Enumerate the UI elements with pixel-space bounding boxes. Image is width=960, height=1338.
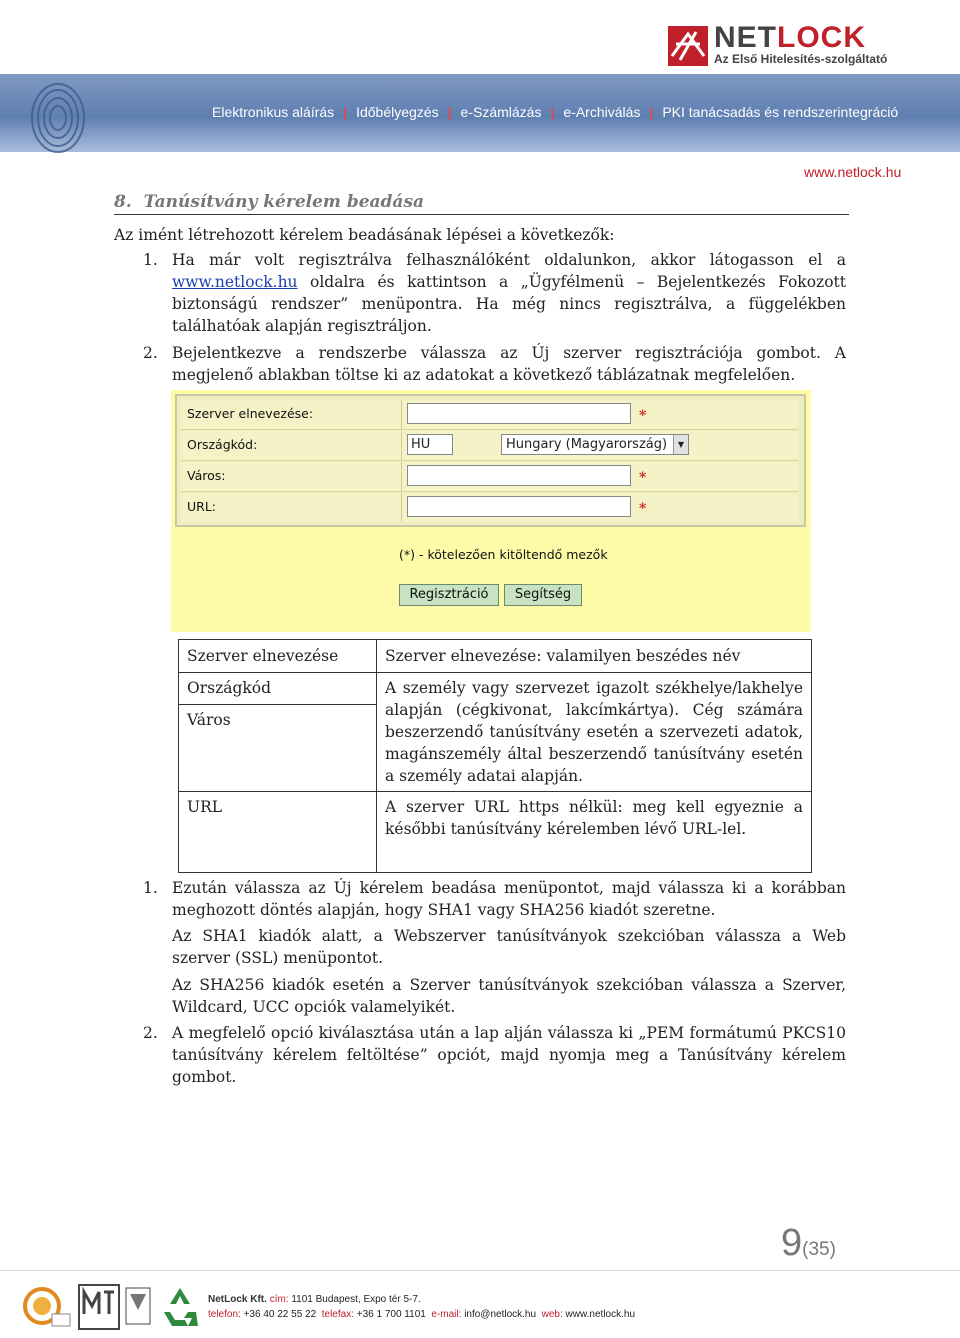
step-b2-text: A megfelelő opció kiválasztása után a lap alján válassza ki „PEM formátumú PKCS10 tanúsítvány kérelem feltöltése” opciót, majd nyomja meg a Tanúsítvány kérelem gombot.: [172, 1024, 846, 1086]
country-code-input[interactable]: HU: [407, 434, 453, 455]
step-number: 2.: [143, 344, 158, 362]
nav-item-e-invoice[interactable]: e-Számlázás: [460, 104, 542, 120]
sgs-certification-logo: [22, 1284, 72, 1330]
netlock-logo: [668, 22, 913, 70]
nav-item-pki[interactable]: PKI tanácsadás és rendszerintegráció: [662, 104, 899, 120]
section-title: 8. Tanúsítvány kérelem beadása: [114, 192, 849, 215]
form-row-server-name: [181, 400, 798, 430]
table-desc-url: A szerver URL https nélkül: meg kell egyeznie a későbbi tanúsítvány kérelemben lévő URL-lel.: [385, 798, 803, 838]
top-nav: Elektronikus aláírás | Időbélyegzés | e-Számlázás | e-Archiválás | PKI tanácsadás és rendszerintegráció: [212, 104, 899, 120]
url-label: URL:: [187, 499, 217, 514]
step-number: 1.: [143, 879, 158, 897]
step-1-text: Ha már volt regisztrálva felhasználóként oldalunkon, akkor látogasson el a www.netlock.hu oldalra és kattintson a „Ügyfélmenü – Bejelentkezés Fokozott biztonságú rendszer” menüpontra. Ha még nincs regisztrálva, a függelékben találhatóak alapján regisztráljon.: [172, 251, 846, 335]
server-name-input[interactable]: [407, 403, 631, 424]
required-marker: *: [639, 501, 647, 517]
brand-name: NETLOCK: [714, 21, 866, 54]
help-button[interactable]: Segítség: [504, 584, 582, 606]
city-input[interactable]: [407, 465, 631, 486]
step-number: 1.: [143, 251, 158, 269]
table-desc-location: A személy vagy szervezet igazolt székhelye/lakhelye alapján (cégkivonat, lakcímkártya). Cég számára beszerzendő tanúsítvány esetén a szervezeti adatok, magánszemély által beszerzendő tanúsítvány esetén a személy adatai alapján.: [385, 679, 803, 785]
netlock-link[interactable]: www.netlock.hu: [172, 273, 298, 291]
field-description-table: [178, 639, 812, 873]
table-label-city: Város: [187, 711, 231, 729]
step-b1-sha256-note: Az SHA256 kiadók esetén a Szerver tanúsítványok szekcióban válassza a Szerver, Wildcard, UCC opciók valamelyikét.: [172, 976, 846, 1016]
country-select[interactable]: Hungary (Magyarország) ▼: [501, 434, 689, 455]
footer-web[interactable]: www.netlock.hu: [565, 1309, 636, 1320]
city-label: Város:: [187, 468, 226, 483]
country-code-label: Országkód:: [187, 437, 258, 452]
server-name-label: Szerver elnevezése:: [187, 406, 314, 421]
footer-line-2: telefon: +36 40 22 55 22 telefax: +36 1 700 1101 e-mail: info@netlock.hu web: www.netlock.hu: [208, 1309, 636, 1320]
footer-line-1: NetLock Kft. cím: 1101 Budapest, Expo tér 5-7.: [208, 1294, 421, 1305]
step-b1-sha1-note: Az SHA1 kiadók alatt, a Webszerver tanúsítványok szekcióban válassza a Web szerver (SSL) menüpontot.: [172, 927, 846, 967]
nav-item-e-archive[interactable]: e-Archiválás: [563, 104, 641, 120]
table-label-country-code: Országkód: [187, 679, 272, 697]
header-banner: [0, 74, 960, 152]
form-row-url: [181, 493, 798, 522]
url-input[interactable]: [407, 496, 631, 517]
intro-text: Az imént létrehozott kérelem beadásának lépései a következők:: [114, 226, 615, 244]
table-label-url: URL: [187, 798, 223, 816]
table-desc-server-name: Szerver elnevezése: valamilyen beszédes név: [385, 647, 741, 665]
nav-item-e-signature[interactable]: Elektronikus aláírás: [212, 104, 335, 120]
required-marker: *: [639, 408, 647, 424]
form-row-city: [181, 462, 798, 492]
form-row-country: [181, 431, 798, 461]
step-2-text: Bejelentkezve a rendszerbe válassza az Új szerver regisztrációja gombot. A megjelenő ablakban töltse ki az adatokat a következő táblázatnak megfelelően.: [172, 344, 846, 384]
form-table: [175, 394, 806, 527]
footer-email[interactable]: info@netlock.hu: [464, 1309, 537, 1320]
registration-form: [171, 390, 811, 632]
register-button[interactable]: Regisztráció: [399, 584, 499, 606]
netlock-logo-icon: [668, 26, 708, 66]
chevron-down-icon[interactable]: ▼: [673, 435, 688, 454]
table-label-server-name: Szerver elnevezése: [187, 647, 339, 665]
page-number: 9(35): [781, 1222, 836, 1264]
required-note: (*) - kötelezően kitöltendő mezők: [399, 547, 608, 562]
step-b1-text: Ezután válassza az Új kérelem beadása menüpontot, majd válassza ki a korábban meghozott döntés alapján, hogy SHA1 vagy SHA256 kiadót szeretne.: [172, 879, 846, 919]
brand-tagline: Az Első Hitelesítés-szolgáltató: [714, 52, 888, 66]
required-marker: *: [639, 470, 647, 486]
step-number: 2.: [143, 1024, 158, 1042]
site-url[interactable]: www.netlock.hu: [804, 164, 902, 180]
nav-item-timestamp[interactable]: Időbélyegzés: [356, 104, 439, 120]
moody-certification-logo: [78, 1284, 153, 1330]
fingerprint-icon: [18, 74, 88, 154]
recycle-icon: [158, 1284, 202, 1330]
